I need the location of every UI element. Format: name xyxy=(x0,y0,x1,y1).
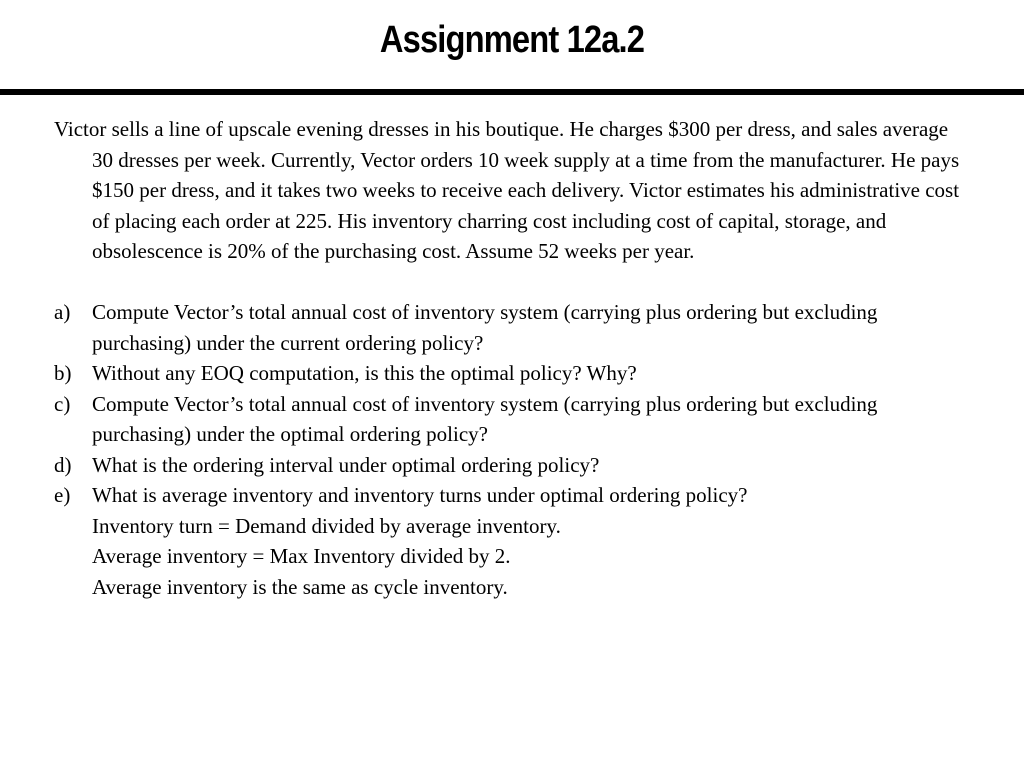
question-text: Without any EOQ computation, is this the optimal policy? Why? xyxy=(92,361,637,385)
question-marker: c) xyxy=(54,391,71,416)
question-text: What is average inventory and inventory turns under optimal ordering policy? xyxy=(92,483,748,507)
title-divider xyxy=(0,89,1024,95)
question-item-e xyxy=(54,480,964,602)
definition-note: Average inventory = Max Inventory divided by 2. xyxy=(92,544,511,568)
question-item-a xyxy=(54,297,964,358)
definition-note: Average inventory is the same as cycle inventory. xyxy=(92,574,508,599)
question-marker: d) xyxy=(54,452,72,477)
question-body xyxy=(92,480,964,602)
question-item-d xyxy=(54,450,964,481)
question-body xyxy=(92,389,964,450)
question-body xyxy=(92,450,964,481)
question-body xyxy=(92,358,964,389)
question-text: What is the ordering interval under optimal ordering policy? xyxy=(92,452,600,477)
question-marker: e) xyxy=(54,483,71,507)
question-marker: b) xyxy=(54,361,72,385)
problem-statement: Victor sells a line of upscale evening dresses in his boutique. He charges $300 per dress, and sales average 30 dresses per week. Currently, Vector orders 10 week supply at a time from the manufacturer. He pays $150 per dress, and it takes two weeks to receive each delivery. Victor estimates his administrative cost of placing each order at 225. His inventory charring cost including cost of capital, storage, and obsolescence is 20% of the purchasing cost. Assume 52 weeks per year. xyxy=(54,117,960,263)
question-body xyxy=(92,297,964,358)
question-item-c xyxy=(54,389,964,450)
slide-title: Assignment 12a.2 xyxy=(379,19,645,61)
paragraph-spacer xyxy=(54,267,964,298)
question-text: Compute Vector’s total annual cost of inventory system (carrying plus ordering but excluding purchasing) under the current ordering policy? xyxy=(92,300,878,355)
question-text: Compute Vector’s total annual cost of inventory system (carrying plus ordering but excluding purchasing) under the optimal ordering policy? xyxy=(92,391,878,446)
question-item-b xyxy=(54,358,964,389)
question-list xyxy=(54,297,964,602)
definition-note: Inventory turn = Demand divided by average inventory. xyxy=(92,513,561,538)
slide-content xyxy=(54,114,964,602)
question-marker: a) xyxy=(54,300,71,324)
